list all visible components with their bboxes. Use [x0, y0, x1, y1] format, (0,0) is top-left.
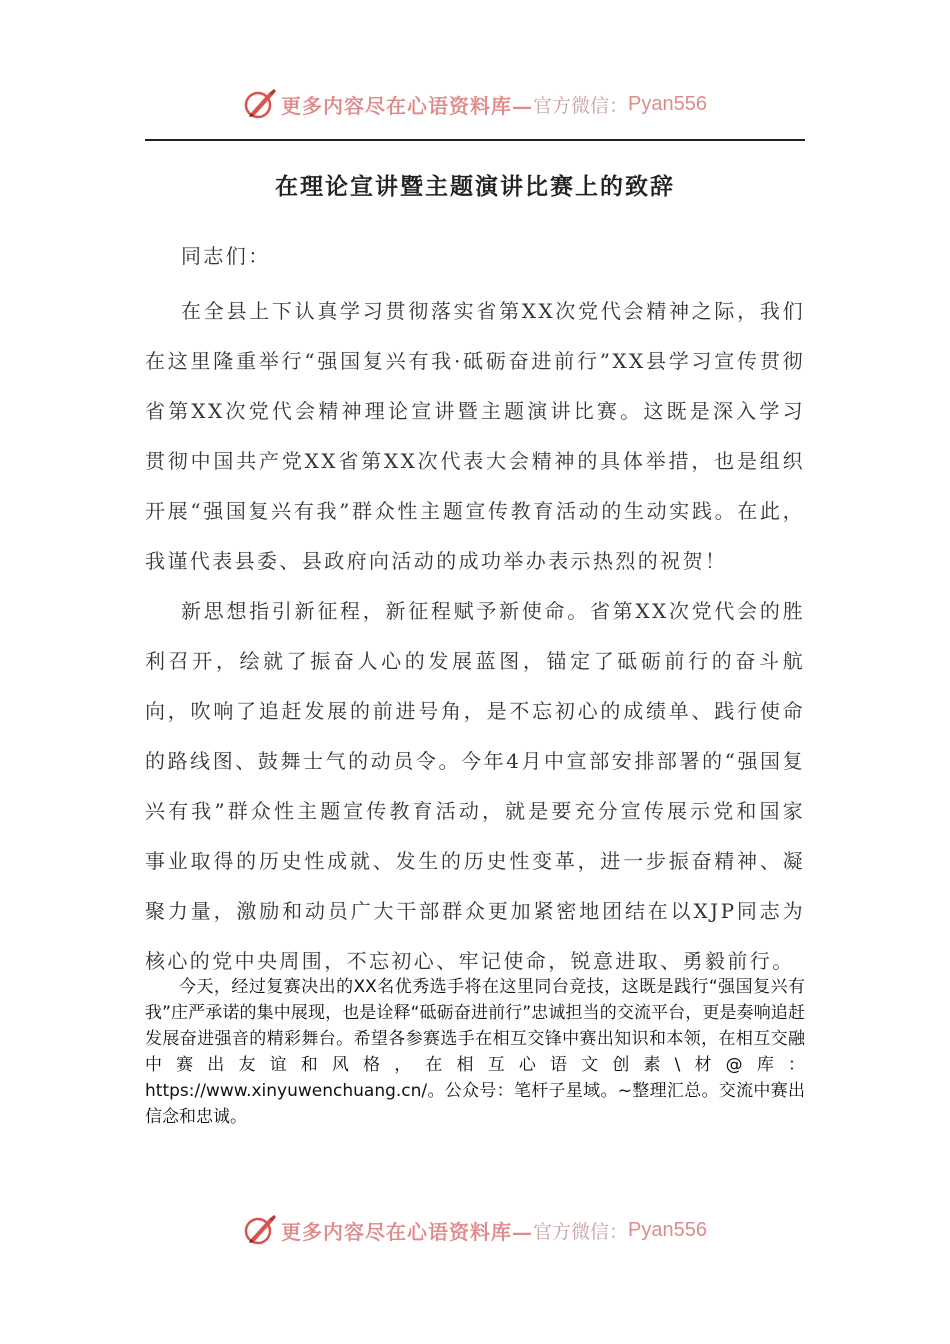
footer-banner-text: 更多内容尽在心语资料库— [281, 1219, 533, 1244]
pen-logo-icon [243, 87, 277, 121]
header-banner-wechat-label: 官方微信： [533, 94, 629, 117]
header-banner-text: 更多内容尽在心语资料库— [281, 93, 533, 118]
document-title: 在理论宣讲暨主题演讲比赛上的致辞 [275, 173, 675, 200]
header-banner-wechat-id: Pyan556 [628, 92, 707, 115]
greeting-paragraph: 同志们： [181, 244, 271, 268]
footer-banner-wechat-id: Pyan556 [628, 1218, 707, 1241]
footer-banner [0, 1210, 950, 1250]
document-tail [145, 974, 805, 1130]
footer-banner-wechat-label: 官方微信： [533, 1220, 629, 1243]
body-paragraph: 新思想指引新征程，新征程赋予新使命。省第XX次党代会的胜利召开，绘就了振奋人心的发展蓝图，锚定了砥砺前行的奋斗航向，吹响了追赶发展的前进号角，是不忘初心的成绩单、践行使命的路线图、鼓舞士气的动员令。今年4月中宣部安排部署的“强国复兴有我”群众性主题宣传教育活动，就是要充分宣传展示党和国家事业取得的历史性成就、发生的历史性变革，进一步振奋精神、凝聚力量，激励和动员广大干部群众更加紧密地团结在以XJP同志为核心的党中央周围，不忘初心、牢记使命，锐意进取、勇毅前行。 [145, 599, 805, 973]
header-divider [145, 139, 805, 141]
document-body [145, 236, 805, 986]
pen-logo-icon [243, 1213, 277, 1247]
body-paragraph: 在全县上下认真学习贯彻落实省第XX次党代会精神之际，我们在这里隆重举行“强国复兴有我·砥砺奋进前行”XX县学习宣传贯彻省第XX次党代会精神理论宣讲暨主题演讲比赛。这既是深入学习贯彻中国共产党XX省第XX次代表大会精神的具体举措，也是组织开展“强国复兴有我”群众性主题宣传教育活动的生动实践。在此，我谨代表县委、县政府向活动的成功举办表示热烈的祝贺！ [145, 299, 805, 573]
closing-paragraph: 今天，经过复赛决出的XX名优秀选手将在这里同台竞技，这既是践行“强国复兴有我”庄严承诺的集中展现，也是诠释“砥砺奋进前行”忠诚担当的交流平台，更是奏响追赶发展奋进强音的精彩舞台。希望各参赛选手在相互交锋中赛出知识和本领，在相互交融中赛出友谊和风格，在相互心语文创素\材@库：https://www.xinyuwenchuang.cn/。公众号：笔杆子星域。~整理汇总。交流中赛出信念和忠诚。 [145, 977, 805, 1127]
header-banner [0, 84, 950, 124]
